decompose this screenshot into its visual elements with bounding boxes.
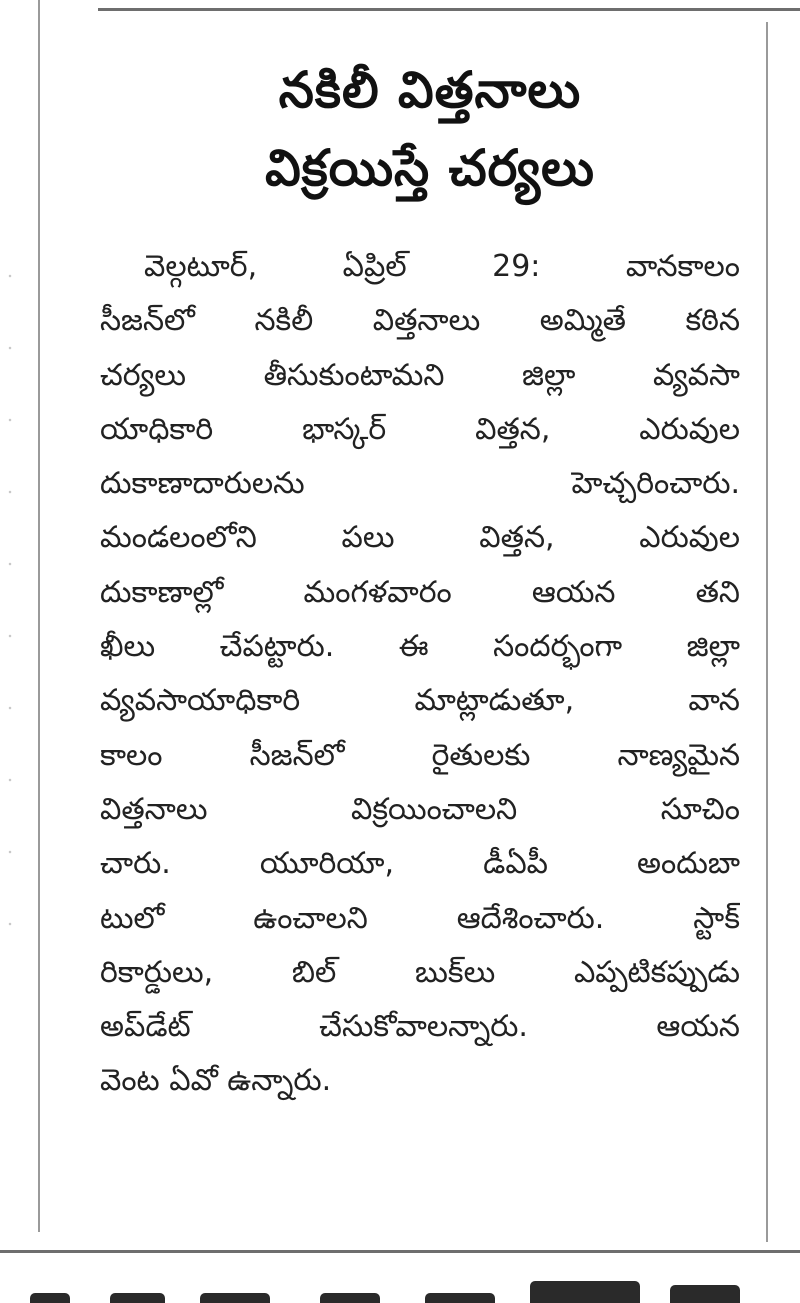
article-body xyxy=(100,240,740,1109)
body-line: సీజన్‌లో నకిలీ విత్తనాలు అమ్మితే కఠిన xyxy=(100,303,740,339)
body-line: అప్‌డేట్ చేసుకోవాలన్నారు. ఆయన xyxy=(100,1009,740,1045)
headline-line-1: నకిలీ విత్తనాలు xyxy=(278,61,582,120)
body-line: రికార్డులు, బిల్ బుక్‌లు ఎప్పటికప్పుడు xyxy=(100,954,740,990)
left-column-rule xyxy=(38,0,40,1232)
body-line: దుకాణాల్లో మంగళవారం ఆయన తని xyxy=(100,574,740,610)
body-line: వ్యవసాయాధికారి మాట్లాడుతూ, వాన xyxy=(100,683,740,719)
right-column-rule xyxy=(766,22,768,1242)
body-line: దుకాణాదారులను హెచ్చరించారు. xyxy=(100,466,740,502)
body-line: చర్యలు తీసుకుంటామని జిల్లా వ్యవసా xyxy=(100,357,740,393)
article-headline xyxy=(100,51,760,207)
body-line: చారు. యూరియా, డీఏపీ అందుబా xyxy=(100,846,740,882)
body-line: యాధికారి భాస్కర్ విత్తన, ఎరువుల xyxy=(100,411,740,447)
body-line: కాలం సీజన్‌లో రైతులకు నాణ్యమైన xyxy=(100,737,740,773)
neighbor-column-bleed xyxy=(8,240,12,940)
headline-line-2: విక్రయిస్తే చర్యలు xyxy=(265,139,595,198)
top-column-rule xyxy=(98,8,800,11)
body-line: వెల్గటూర్, ఏప్రిల్ 29: వానకాలం xyxy=(144,249,740,284)
body-line: మండలంలోని పలు విత్తన, ఎరువుల xyxy=(100,520,740,556)
body-line: వెంట ఏవో ఉన్నారు. xyxy=(100,1063,332,1099)
next-article-cropped-heading xyxy=(30,1276,750,1303)
body-line: ఖీలు చేపట్టారు. ఈ సందర్భంగా జిల్లా xyxy=(100,629,740,665)
bottom-column-rule xyxy=(0,1250,800,1253)
body-line: టులో ఉంచాలని ఆదేశించారు. స్టాక్ xyxy=(100,900,740,936)
body-line: విత్తనాలు విక్రయించాలని సూచిం xyxy=(100,791,740,827)
